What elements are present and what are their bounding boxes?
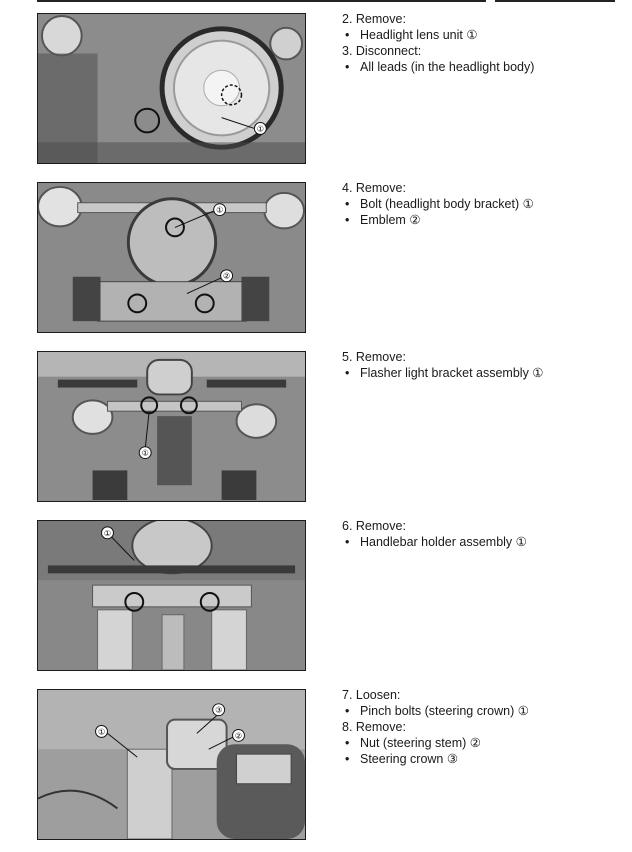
step-5-item-1: • Flasher light bracket assembly ①	[342, 365, 544, 381]
callout-1: ①	[256, 124, 264, 134]
header-rule-right	[495, 0, 615, 2]
step-7-heading: 7. Loosen:	[342, 688, 401, 702]
step-group-1	[342, 11, 534, 75]
handlebar-holder-photo	[37, 520, 306, 671]
callout-1: ①	[141, 448, 149, 458]
step-8-item-1: • Nut (steering stem) ②	[342, 735, 529, 751]
step-7-item-1: • Pinch bolts (steering crown) ①	[342, 703, 529, 719]
step-group-2	[342, 180, 534, 228]
callout-1: ①	[97, 727, 106, 737]
step-2-heading: 2. Remove:	[342, 12, 406, 26]
step-5-heading: 5. Remove:	[342, 350, 406, 364]
step-8-heading: 8. Remove:	[342, 720, 406, 734]
step-6-item-1: • Handlebar holder assembly ①	[342, 534, 527, 550]
callout-1: ①	[103, 528, 112, 538]
steering-crown-photo	[37, 689, 306, 840]
header-rule-left	[37, 0, 486, 2]
callout-2: ②	[234, 731, 243, 741]
callout-2: ②	[223, 271, 231, 281]
step-group-3	[342, 349, 544, 381]
step-group-4	[342, 518, 527, 550]
step-4-item-1: • Bolt (headlight body bracket) ①	[342, 196, 534, 212]
step-4-item-2: • Emblem ②	[342, 212, 534, 228]
step-6-heading: 6. Remove:	[342, 519, 406, 533]
step-3-heading: 3. Disconnect:	[342, 44, 422, 58]
step-3-item-1: • All leads (in the headlight body)	[342, 59, 534, 75]
step-2-item-1: • Headlight lens unit ①	[342, 27, 534, 43]
headlight-body-bracket-photo	[37, 182, 306, 333]
step-group-5	[342, 687, 529, 767]
callout-3: ③	[215, 705, 223, 715]
callout-1: ①	[216, 205, 224, 215]
step-4-heading: 4. Remove:	[342, 181, 406, 195]
flasher-bracket-photo	[37, 351, 306, 502]
headlight-lens-photo	[37, 13, 306, 164]
step-8-item-2: • Steering crown ③	[342, 751, 529, 767]
